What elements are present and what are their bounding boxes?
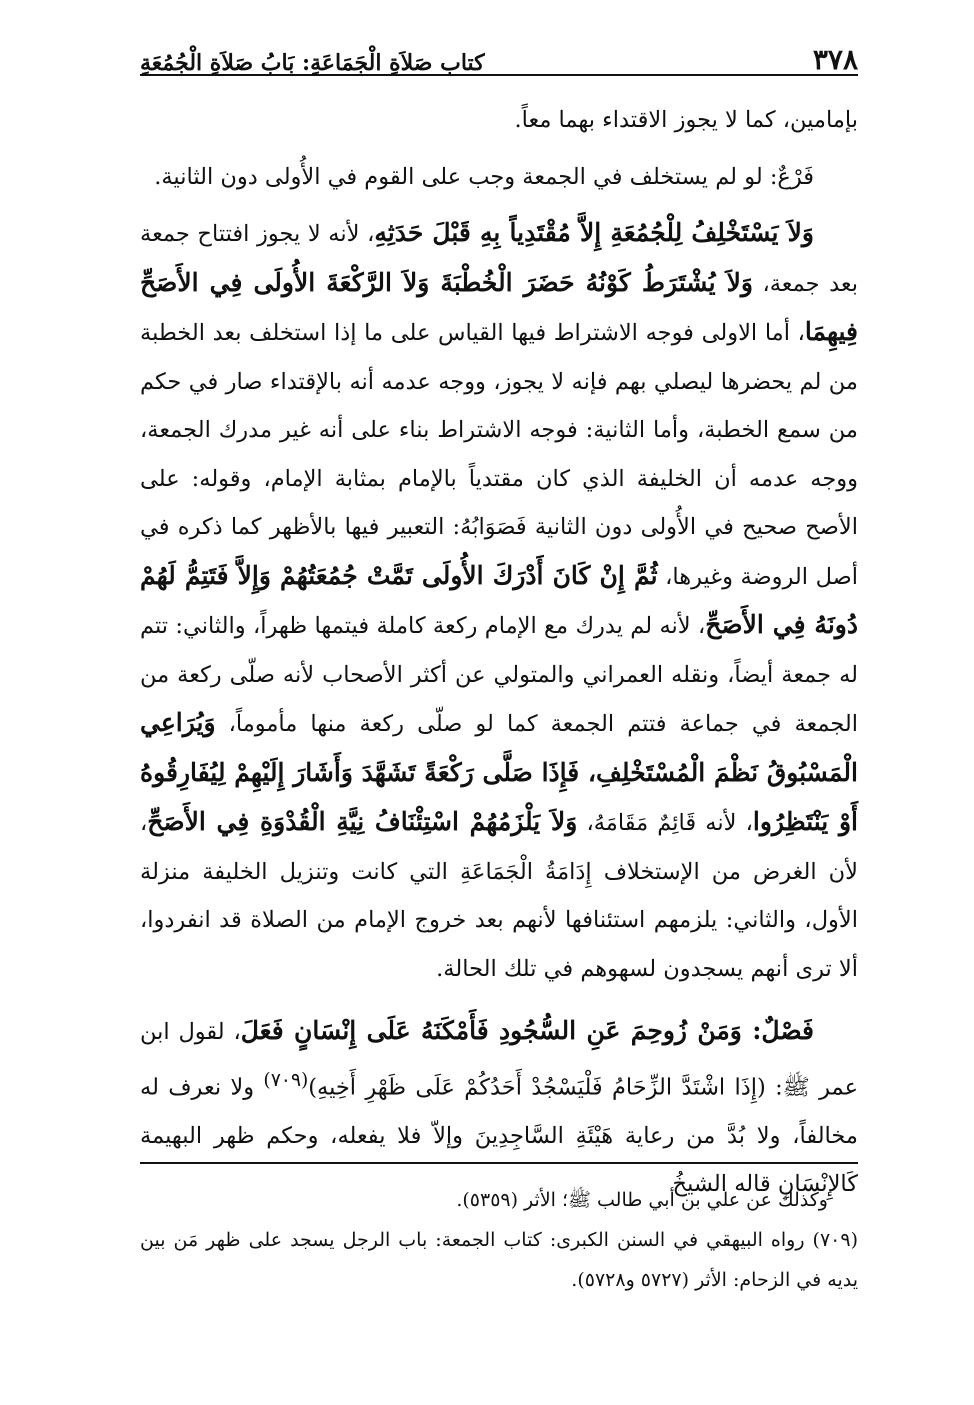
header-rule — [140, 74, 858, 76]
matn-text: وَيُرَاعِي الْمَسْبُوقُ نَظْمَ الْمُسْتَخْلِفِ، فَإِذَا صَلَّى رَكْعَةً تَشَهَّدَ وَأَشَارَ إِلَيْهِمْ لِيُفَارِقُوهُ أَوْ يَنْتَظِرُوا — [140, 708, 858, 836]
sharh-text: ولا نعرف له مخالفاً، ولا بُدَّ من رعاية هَيْئَةِ السَّاجِدِينَ وإلاّ فلا يفعله، وحكم ظهر البهيمة كَالإِنْسَانِ قاله الشيخُ — [140, 1074, 858, 1197]
running-header — [140, 30, 858, 74]
sharh-text: ، لأن الغرض من الإستخلاف إِدَامَةُ الْجَمَاعَةِ التي كانت وتنزيل الخليفة منزلة الأول، والثاني: يلزمهم استئنافها لأنهم بعد خروج الإمام من الصلاة قد انفردوا، ألا ترى أنهم يسجدون لسهوهم في تلك الحالة. — [140, 810, 858, 982]
page-number: ٣٧٨ — [812, 43, 858, 76]
sharh-text: ، أما الاولى فوجه الاشتراط فيها القياس على ما إذا استخلف بعد الخطبة من لم يحضرها ليصلي بهم فإنه لا يجوز، ووجه عدمه أنه بالإقتداء صار في حكم من سمع الخطبة، وأما الثانية: فوجه الاشتراط بناء على أنه غير مدرك الجمعة، ووجه عدمه أن الخليفة الذي كان مقتدياً بالإمام بمثابة الإمام، وقوله: على الأصح صحيح في الأُولى دون الثانية فَصَوَابُهُ: التعبير فيها بالأظهر كما ذكره في أصل الروضة وغيرها، — [140, 320, 858, 590]
footnote-ref: (٧٠٩) — [263, 1069, 309, 1091]
footnote-709: (٧٠٩) رواه البيهقي في السنن الكبرى: كتاب الجمعة: باب الرجل يسجد على ظهر مَن بين يديه في الزحام: الأثر (٥٧٢٧ و٥٧٢٨). — [140, 1229, 858, 1291]
footnote-rule — [140, 1162, 858, 1164]
matn-text: وَلاَ يُشْتَرَطُ كَوْنُهُ حَضَرَ الْخُطْبَةَ وَلاَ الرَّكْعَةَ الأُولَى فِي الأَصَحِّ فِيهِمَا — [140, 267, 858, 346]
running-title: كتاب صَلاَةِ الْجَمَاعَةِ: بَابُ صَلاَةِ الْجُمُعَةِ — [140, 50, 485, 76]
matn-text: فَصْلٌ: وَمَنْ زُوحِمَ عَنِ السُّجُودِ فَأَمْكَنَهُ عَلَى إِنْسَانٍ فَعَلَ — [240, 1016, 814, 1045]
sharh-text: ، لأنه قَائِمٌ مَقَامَهُ، — [577, 810, 753, 836]
matn-text: ثُمَّ إِنْ كَانَ أَدْرَكَ الأُولَى تَمَّتْ جُمُعَتُهُمْ وَإِلاَّ فَتَتِمُّ لَهُمْ دُونَهُ فِي الأَصَحِّ — [140, 560, 858, 639]
paragraph-far: فَرْعٌ: لو لم يستخلف في الجمعة وجب على القوم في الأُولى دون الثانية. — [154, 163, 814, 190]
paragraph-fasl — [140, 1007, 858, 1209]
sharh-text: ، لأنه لم يدرك مع الإمام ركعة كاملة فيتمها ظهراً، والثاني: تتم له جمعة أيضاً، ونقله العمراني والمتولي عن أكثر الأصحاب لأنه صلّى ركعة من الجمعة في جماعة فتتم الجمعة كما لو صلّى ركعة منها مأموماً، — [140, 613, 858, 737]
paragraph-commentary — [140, 209, 858, 993]
sharh-text: ، لأنه لا يجوز افتتاح جمعة بعد جمعة، — [140, 221, 859, 297]
matn-text: وَلاَ يَلْزَمُهُمْ اسْتِئْنَافُ نِيَّةِ الْقُدْوَةِ فِي الأَصَحِّ — [147, 807, 578, 836]
footnotes — [140, 1180, 858, 1300]
paragraph-1: بإمامين، كما لا يجوز الاقتداء بهما معاً. — [514, 107, 858, 133]
main-text — [140, 96, 858, 1209]
sharh-text: ، لقول ابن عمر ﷺ: (إِذَا اشْتَدَّ الزِّحَامُ فَلْيَسْجُدْ أَحَدُكُمْ عَلَى ظَهْرِ أَخِيهِ) — [140, 1019, 858, 1100]
footnote-continuation: وكذلك عن علي بن أبي طالب ﷺ؛ الأثر (٥٣٥٩). — [456, 1189, 828, 1211]
matn-text: وَلاَ يَسْتَخْلِفُ لِلْجُمُعَةِ إِلاَّ مُقْتَدِياً بِهِ قَبْلَ حَدَثِهِ — [374, 218, 814, 247]
